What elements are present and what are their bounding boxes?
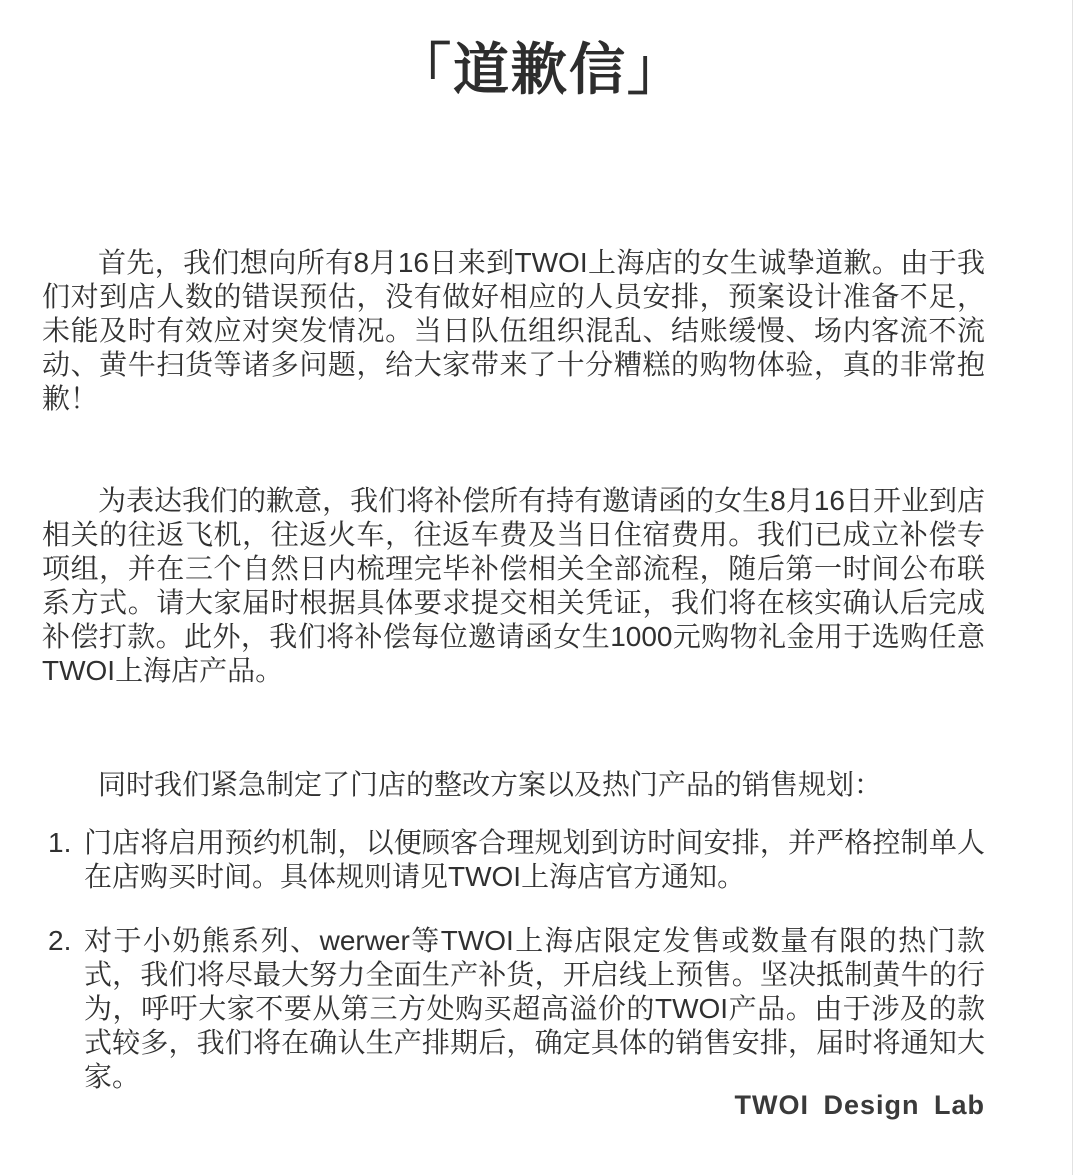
list-item-number: 2. <box>48 925 72 957</box>
list-item-text: 对于小奶熊系列、werwer等TWOI上海店限定发售或数量有限的热门款式，我们将尽最大努力全面生产补货，开启线上预售。坚决抵制黄牛的行为，呼吁大家不要从第三方处购买超高溢价的TWOI产品。由于涉及的款式较多，我们将在确认生产排期后，确定具体的销售安排，届时将通知大家。 <box>84 925 985 1093</box>
letter-body <box>0 246 1080 1094</box>
list-item-number: 1. <box>48 827 72 859</box>
plan-list-item-1 <box>42 826 985 894</box>
page-edge-divider <box>1072 0 1073 1175</box>
paragraph-compensation: 为表达我们的歉意，我们将补偿所有持有邀请函的女生8月16日开业到店相关的往返飞机，往返火车，往返车费及当日住宿费用。我们已成立补偿专项组，并在三个自然日内梳理完毕补偿相关全部流程，随后第一时间公布联系方式。请大家届时根据具体要求提交相关凭证，我们将在核实确认后完成补偿打款。此外，我们将补偿每位邀请函女生1000元购物礼金用于选购任意TWOI上海店产品。 <box>42 485 985 687</box>
paragraph-plan-intro: 同时我们紧急制定了门店的整改方案以及热门产品的销售规划： <box>98 769 883 801</box>
paragraph-apology: 首先，我们想向所有8月16日来到TWOI上海店的女生诚挚道歉。由于我们对到店人数的错误预估，没有做好相应的人员安排，预案设计准备不足，未能及时有效应对突发情况。当日队伍组织混乱、结账缓慢、场内客流不流动、黄牛扫货等诸多问题，给大家带来了十分糟糕的购物体验，真的非常抱歉！ <box>42 247 985 415</box>
signature-brand: TWOI Design Lab <box>734 1090 985 1120</box>
page-title: 「道歉信」 <box>395 38 685 101</box>
list-item-text: 门店将启用预约机制，以便顾客合理规划到访时间安排，并严格控制单人在店购买时间。具体规则请见TWOI上海店官方通知。 <box>84 827 985 893</box>
plan-list-item-2 <box>42 924 985 1094</box>
